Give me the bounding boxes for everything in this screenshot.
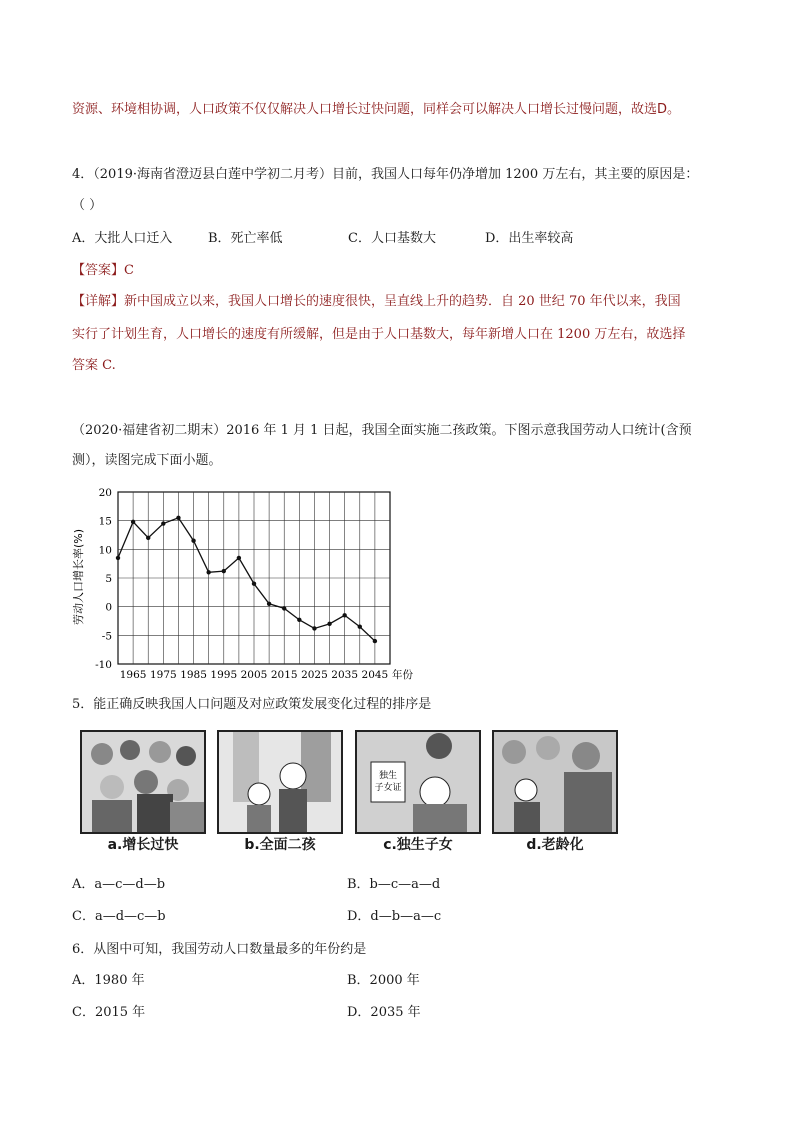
q4-answer: 【答案】C: [72, 263, 134, 278]
q6-option-a: A．1980 年: [72, 973, 145, 988]
x-tick-labels: [120, 668, 414, 681]
y-tick-label: -5: [101, 630, 112, 643]
q4-option-b: B．死亡率低: [208, 231, 283, 246]
picture-d-aging: [492, 730, 618, 834]
y-tick-label: 15: [98, 515, 112, 528]
y-tick-label: 0: [105, 601, 112, 614]
x-tick-label: 1995: [210, 669, 238, 681]
picture-b-family: [217, 730, 343, 834]
y-tick-label: 5: [105, 573, 112, 585]
x-tick-label: 1975: [149, 669, 177, 681]
x-tick-label: 2025: [301, 669, 328, 681]
x-tick-label: 2015: [270, 669, 298, 681]
data-point: [358, 625, 362, 629]
data-point: [373, 639, 377, 643]
x-tick-label: 2045: [361, 669, 389, 681]
x-tick-label: 2035: [331, 669, 359, 681]
picture-c-one-child: [355, 730, 481, 834]
picture-a-crowd: [80, 730, 206, 834]
q6-option-c: C．2015 年: [72, 1005, 146, 1020]
x-axis-label: 年份: [392, 669, 413, 681]
series-points: [116, 516, 377, 644]
x-tick-label: 1985: [180, 669, 207, 681]
q4-option-a: A．大批人口迁入: [72, 231, 173, 246]
caption-b: b.全面二孩: [244, 837, 316, 853]
q4-detail-3: 答案 C.: [72, 358, 116, 373]
q5-option-d: D．d—b—a—c: [347, 909, 442, 924]
data-point: [116, 556, 120, 560]
y-axis-label: 劳动人口增长率(%): [72, 528, 85, 626]
q5-option-b: B．b—c—a—d: [347, 877, 441, 892]
data-point: [297, 618, 301, 622]
data-point: [131, 520, 135, 524]
data-point: [342, 613, 346, 617]
q5-stem: 5．能正确反映我国人口问题及对应政策发展变化过程的排序是: [72, 697, 432, 712]
data-point: [237, 556, 241, 560]
q4-option-d: D．出生率较高: [485, 231, 574, 246]
q4-stem: 4．（2019·海南省澄迈县白莲中学初二月考）目前，我国人口每年仍净增加 1200 万左右，其主要的原因是：: [72, 167, 699, 182]
q6-option-b: B．2000 年: [347, 973, 420, 988]
booklet-text-2: 子女证: [374, 783, 402, 793]
q4-paren: （ ）: [72, 198, 103, 213]
q4-option-c: C．人口基数大: [348, 231, 436, 246]
data-point: [267, 602, 271, 606]
data-point: [206, 570, 210, 574]
y-tick-label: 10: [98, 544, 112, 557]
caption-a: a.增长过快: [107, 837, 179, 853]
y-tick-label: 20: [98, 487, 112, 499]
data-point: [327, 622, 331, 626]
data-point: [252, 582, 256, 586]
q4-detail-2: 实行了计划生育，人口增长的速度有所缓解，但是由于人口基数大，每年新增人口在 1200 万左右，故选择: [72, 327, 686, 342]
caption-c: c.独生子女: [383, 837, 453, 853]
data-point: [161, 521, 165, 525]
data-point: [222, 569, 226, 573]
q6-stem: 6．从图中可知，我国劳动人口数量最多的年份约是: [72, 942, 367, 957]
prev-detail-line: 资源、环境相协调，人口政策不仅仅解决人口增长过快问题，同样会可以解决人口增长过慢问题，故选D。: [72, 102, 681, 117]
x-tick-label: 1965: [119, 669, 147, 681]
data-point: [176, 516, 180, 520]
x-tick-label: 2005: [240, 669, 268, 681]
q6-option-d: D．2035 年: [347, 1005, 421, 1020]
intro-line-1: （2020·福建省初二期末）2016 年 1 月 1 日起，我国全面实施二孩政策。下图示意我国劳动人口统计(含预: [72, 423, 692, 438]
booklet-text-1: 独生: [378, 771, 398, 781]
caption-d: d.老龄化: [526, 837, 584, 853]
q5-option-c: C．a—d—c—b: [72, 909, 166, 924]
q4-detail-1: 【详解】新中国成立以来，我国人口增长的速度很快，呈直线上升的趋势．自 20 世纪 70 年代以来，我国: [72, 294, 681, 309]
chart-grid: [118, 492, 390, 664]
data-point: [312, 626, 316, 630]
labor-growth-chart: [68, 482, 438, 682]
series-line: [118, 518, 375, 641]
y-tick-label: -10: [95, 659, 112, 671]
intro-line-2: 测），读图完成下面小题。: [72, 453, 222, 468]
data-point: [282, 606, 286, 610]
data-point: [146, 536, 150, 540]
y-tick-labels: [95, 487, 112, 671]
data-point: [191, 539, 195, 543]
q5-option-a: A．a—c—d—b: [72, 877, 166, 892]
